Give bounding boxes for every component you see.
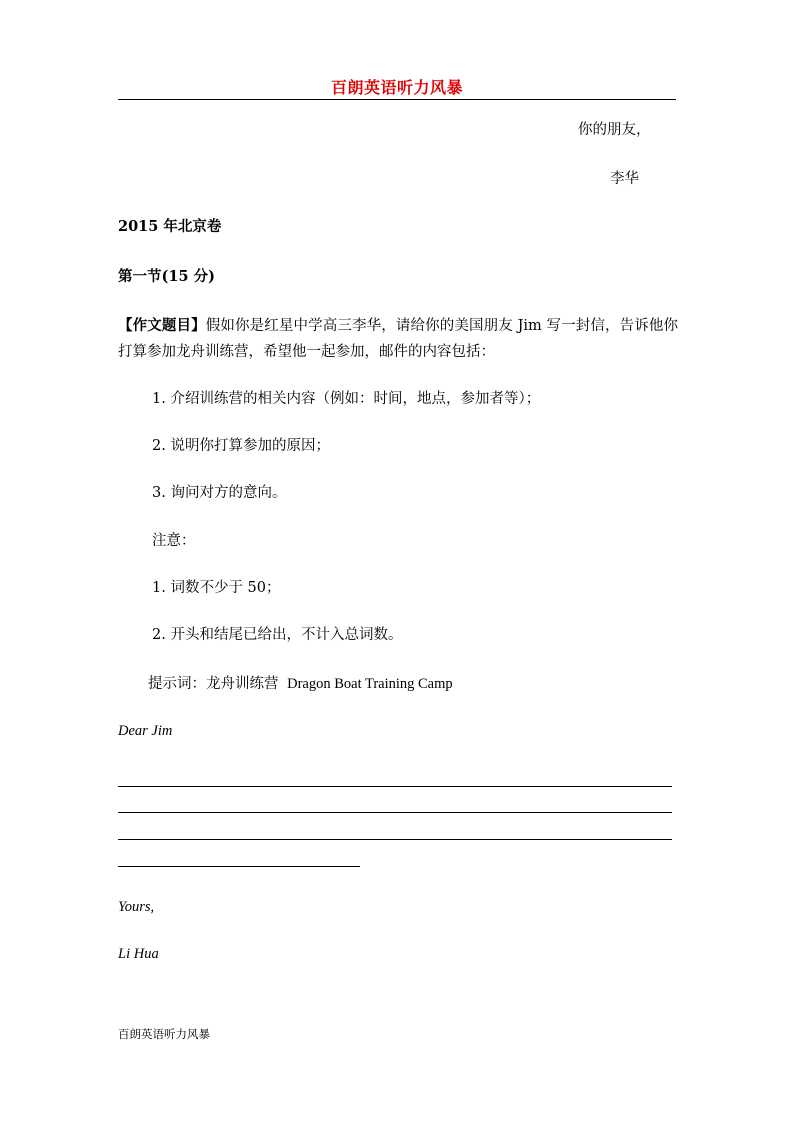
closing-friend: 你的朋友， [578, 122, 651, 138]
prompt-label: 【作文题目】 [118, 317, 206, 334]
list-item: 2. 说明你打算参加的原因； [152, 438, 330, 454]
writing-line[interactable] [118, 812, 672, 813]
note-label: 注意： [152, 533, 196, 549]
letter-closing: Yours, [118, 899, 155, 915]
page-header-title: 百朗英语听力风暴 [330, 78, 463, 97]
closing-name: 李华 [610, 171, 639, 187]
note-item: 2. 开头和结尾已给出，不计入总词数。 [152, 627, 403, 643]
writing-line[interactable] [118, 839, 672, 840]
list-item: 1. 介绍训练营的相关内容（例如：时间，地点，参加者等）； [152, 391, 541, 407]
letter-greeting: Dear Jim [118, 723, 173, 739]
hint-english: Dragon Boat Training Camp [287, 676, 453, 692]
writing-line[interactable] [118, 786, 672, 787]
hint-label: 提示词：龙舟训练营 [148, 676, 279, 692]
prompt-text: 假如你是红星中学高三李华，请给你的美国朋友 Jim 写一封信，告诉他你打算参加龙舟训练营，希望他一起参加，邮件的内容包括： [118, 318, 679, 360]
letter-signature: Li Hua [118, 946, 159, 962]
hint-line [148, 674, 453, 694]
list-item: 3. 询问对方的意向。 [152, 485, 287, 501]
header-rule [118, 99, 676, 100]
section-title: 第一节(15 分) [118, 268, 215, 285]
prompt-paragraph [118, 313, 678, 365]
note-item: 1. 词数不少于 50； [152, 580, 281, 596]
exam-year-title: 2015 年北京卷 [118, 218, 222, 235]
writing-line[interactable] [118, 866, 360, 867]
page-footer: 百朗英语听力风暴 [118, 1027, 210, 1041]
